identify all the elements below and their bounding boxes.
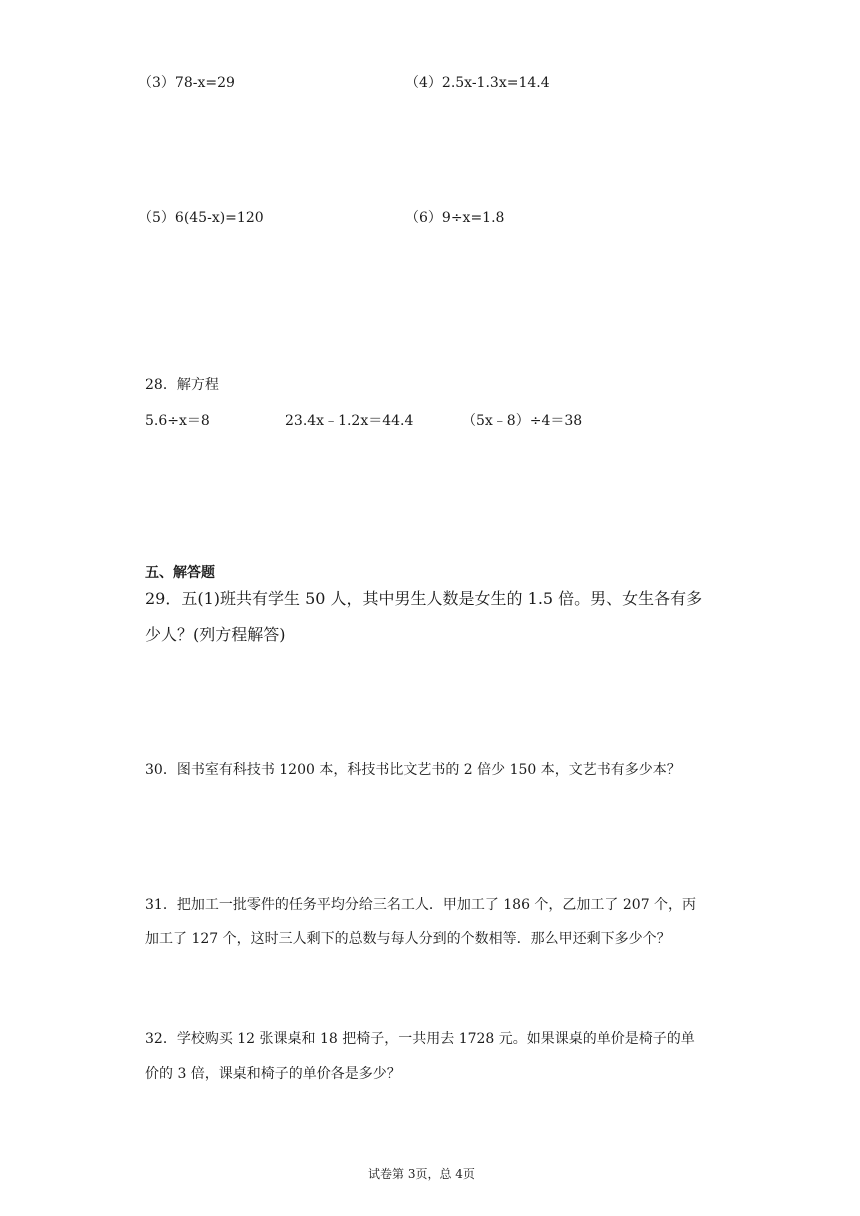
section-5-heading: 五、解答题 [145, 565, 215, 581]
question-29-line-2: 少人？(列方程解答) [145, 625, 286, 644]
question-28-title: 28．解方程 [145, 377, 219, 393]
question-30-line-1: 30．图书室有科技书 1200 本，科技书比文艺书的 2 倍少 150 本，文艺书有多少本？ [145, 762, 681, 778]
question-31-line-1: 31．把加工一批零件的任务平均分给三名工人．甲加工了 186 个，乙加工了 207 个，丙 [145, 897, 697, 913]
question-32-line-1: 32．学校购买 12 张课桌和 18 把椅子，一共用去 1728 元。如果课桌的单价是椅子的单 [145, 1031, 695, 1047]
question-29-line-1: 29．五(1)班共有学生 50 人，其中男生人数是女生的 1.5 倍。男、女生各有多 [145, 589, 703, 608]
question-28-equation-1: 5.6÷x＝8 [145, 413, 210, 429]
equation-6: （6）9÷x=1.8 [405, 210, 505, 226]
equation-3: （3）78-x=29 [138, 75, 235, 91]
equation-5: （5）6(45-x)=120 [138, 210, 264, 226]
equation-4: （4）2.5x-1.3x=14.4 [405, 75, 550, 91]
question-28-equation-3: （5x﹣8）÷4＝38 [462, 413, 583, 429]
question-32-line-2: 价的 3 倍，课桌和椅子的单价各是多少？ [145, 1066, 401, 1082]
question-31-line-2: 加工了 127 个，这时三人剩下的总数与每人分到的个数相等．那么甲还剩下多少个？ [145, 931, 671, 947]
page-footer: 试卷第 3页，总 4页 [368, 1167, 475, 1181]
question-28-equation-2: 23.4x﹣1.2x＝44.4 [285, 413, 414, 429]
